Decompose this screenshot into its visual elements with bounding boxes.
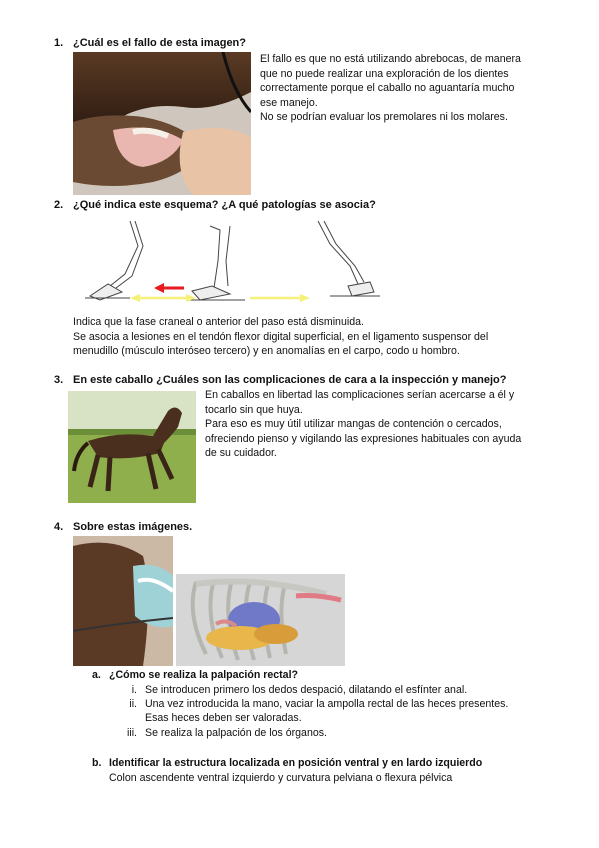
q3-question: En este caballo ¿Cuáles son las complicaciones de cara a la inspección y manejo? bbox=[73, 374, 507, 386]
q1-answer-line: El fallo es que no está utilizando abrebocas, de manera bbox=[260, 53, 521, 65]
rectal-palpation-photo bbox=[73, 536, 173, 666]
q4b-letter: b. bbox=[92, 757, 102, 769]
free-horse-photo bbox=[68, 391, 196, 503]
q1-answer-line: No se podrían evaluar los premolares ni los molares. bbox=[260, 111, 508, 124]
horse-mouth-photo bbox=[73, 52, 251, 195]
q2-answer bbox=[73, 315, 543, 359]
gait-phase-diagram bbox=[80, 216, 380, 306]
q4a-item-text: Se introducen primero los dedos despació, dilatando el esfínter anal. bbox=[145, 684, 468, 696]
red-arrow bbox=[154, 283, 184, 293]
q4a-item-text: Una vez introducida la mano, vaciar la ampolla rectal de las heces presentes. bbox=[145, 698, 509, 710]
q4a-item-number: ii. bbox=[129, 698, 137, 710]
limb-drawing-left bbox=[85, 221, 143, 300]
limb-drawing-right bbox=[318, 221, 380, 296]
q3-answer bbox=[205, 388, 565, 461]
q4a-item-text: Esas heces deben ser valoradas. bbox=[145, 712, 302, 724]
q1-answer-line: correctamente porque el caballo no aguantaría mucho bbox=[260, 82, 515, 95]
q4a-item-text: Se realiza la palpación de los órganos. bbox=[145, 727, 327, 739]
q3-answer-line: de su cuidador. bbox=[205, 447, 277, 460]
yellow-arrow-left bbox=[130, 294, 196, 302]
q4a-item-number: iii. bbox=[126, 727, 137, 739]
q1-answer-line: ese manejo. bbox=[260, 96, 318, 109]
q3-answer-line: tocarlo sin que huya. bbox=[205, 403, 303, 416]
q2-answer-line: Indica que la fase craneal o anterior del paso está disminuida. bbox=[73, 316, 364, 328]
q2-number: 2. bbox=[54, 199, 64, 211]
q2-question: ¿Qué indica este esquema? ¿A qué patologías se asocia? bbox=[73, 199, 376, 211]
q1-question: ¿Cuál es el fallo de esta imagen? bbox=[73, 37, 246, 49]
q4b-question: Identificar la estructura localizada en posición ventral y en lardo izquierdo bbox=[109, 757, 483, 769]
q1-answer bbox=[260, 52, 560, 125]
q4b-answer: Colon ascendente ventral izquierdo y curvatura pelviana o flexura pélvica bbox=[109, 772, 453, 784]
q3-answer-line: ofreciendo pienso y vigilando las expresiones habituales con ayuda bbox=[205, 432, 522, 445]
yellow-arrow-right bbox=[250, 294, 310, 302]
q4-number: 4. bbox=[54, 521, 64, 533]
q2-answer-line: Se asocia a lesiones en el tendón flexor digital superficial, en el ligamento suspensor del bbox=[73, 330, 489, 343]
q3-answer-line: Para eso es muy útil utilizar mangas de contención o cercados, bbox=[205, 418, 502, 431]
q4-question: Sobre estas imágenes. bbox=[73, 521, 193, 533]
q2-answer-line: menudillo (músculo interóseo tercero) y en anomalías en el carpo, codo u hombro. bbox=[73, 345, 460, 358]
q4a-item-number: i. bbox=[131, 684, 137, 696]
abdominal-anatomy-illustration bbox=[176, 574, 345, 666]
limb-drawing-center bbox=[190, 226, 245, 300]
q1-answer-line: que no puede realizar una exploración de los dientes bbox=[260, 67, 509, 80]
q3-number: 3. bbox=[54, 374, 64, 386]
q4a-letter: a. bbox=[92, 669, 101, 681]
q4a-question: ¿Cómo se realiza la palpación rectal? bbox=[109, 669, 298, 681]
q3-answer-line: En caballos en libertad las complicaciones serían acercarse a él y bbox=[205, 389, 515, 401]
q1-number: 1. bbox=[54, 37, 64, 49]
